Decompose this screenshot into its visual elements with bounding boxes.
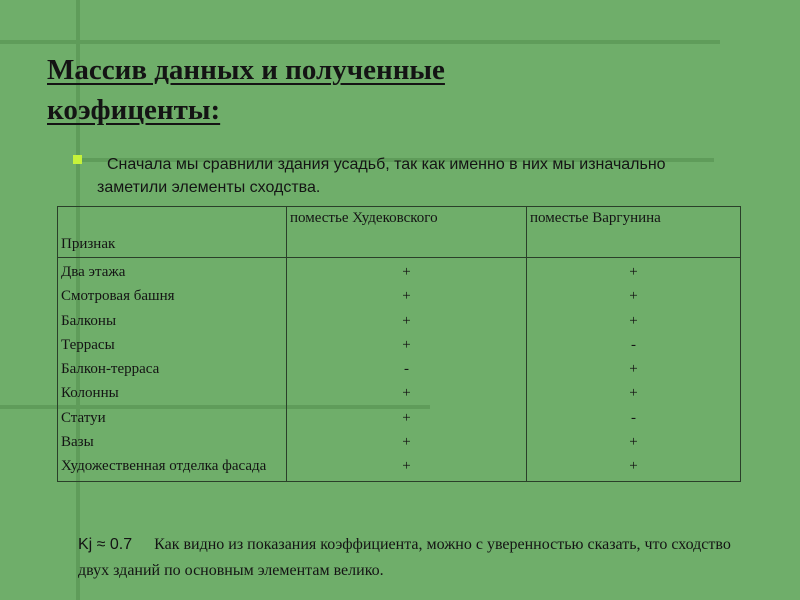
header-vargunin: поместье Варгунина (527, 207, 741, 258)
conclusion (78, 532, 738, 584)
mark-vargunin: - (631, 409, 637, 426)
mark-khudekovsky: + (402, 264, 411, 280)
mark-khudekovsky: + (402, 288, 411, 305)
mark-vargunin: + (629, 288, 638, 305)
feature-item: Два этажа (61, 264, 126, 280)
bullet-text-content: Сначала мы сравнили здания усадьб, так как именно в них мы изначально заметили элементы сходства. (97, 156, 666, 196)
feature-item: Вазы (61, 434, 94, 451)
mark-khudekovsky: - (404, 361, 410, 378)
mark-khudekovsky: + (402, 409, 411, 426)
mark-khudekovsky: + (402, 336, 411, 353)
mark-khudekovsky: + (402, 458, 411, 475)
mark-vargunin: + (629, 361, 638, 378)
feature-item: Балкон-терраса (61, 361, 160, 378)
slide-title: Массив данных и полученные коэфиценты: (47, 54, 445, 126)
bullet-square-icon (73, 155, 82, 164)
header-feature: Признак (58, 207, 287, 258)
comparison-table (57, 206, 741, 482)
feature-item: Колонны (61, 385, 119, 402)
mark-vargunin: + (629, 264, 638, 280)
mark-vargunin: + (629, 385, 638, 402)
feature-item: Смотровая башня (61, 288, 175, 305)
vargunin-marks-cell (527, 258, 741, 482)
coefficient-value: Kj ≈ 0.7 (78, 536, 133, 553)
feature-item: Художественная отделка фасада (61, 458, 267, 475)
mark-vargunin: - (631, 336, 637, 353)
feature-item: Террасы (61, 336, 115, 353)
mark-vargunin: + (629, 312, 638, 329)
decor-line-top (0, 40, 720, 44)
mark-khudekovsky: + (402, 434, 411, 451)
feature-item: Статуи (61, 409, 106, 426)
table-body-row (58, 258, 741, 482)
bullet-text (97, 153, 727, 199)
mark-vargunin: + (629, 434, 638, 451)
mark-khudekovsky: + (402, 312, 411, 329)
feature-item: Балконы (61, 312, 117, 329)
conclusion-text: Как видно из показания коэффициента, можно с уверенностью сказать, что сходство двух зданий по основным элементам велико. (78, 536, 731, 579)
header-khudekovsky: поместье Худековского (287, 207, 527, 258)
khudekovsky-marks-cell (287, 258, 527, 482)
mark-khudekovsky: + (402, 385, 411, 402)
mark-vargunin: + (629, 458, 638, 475)
features-cell (58, 258, 287, 482)
table-header-row (58, 207, 741, 258)
